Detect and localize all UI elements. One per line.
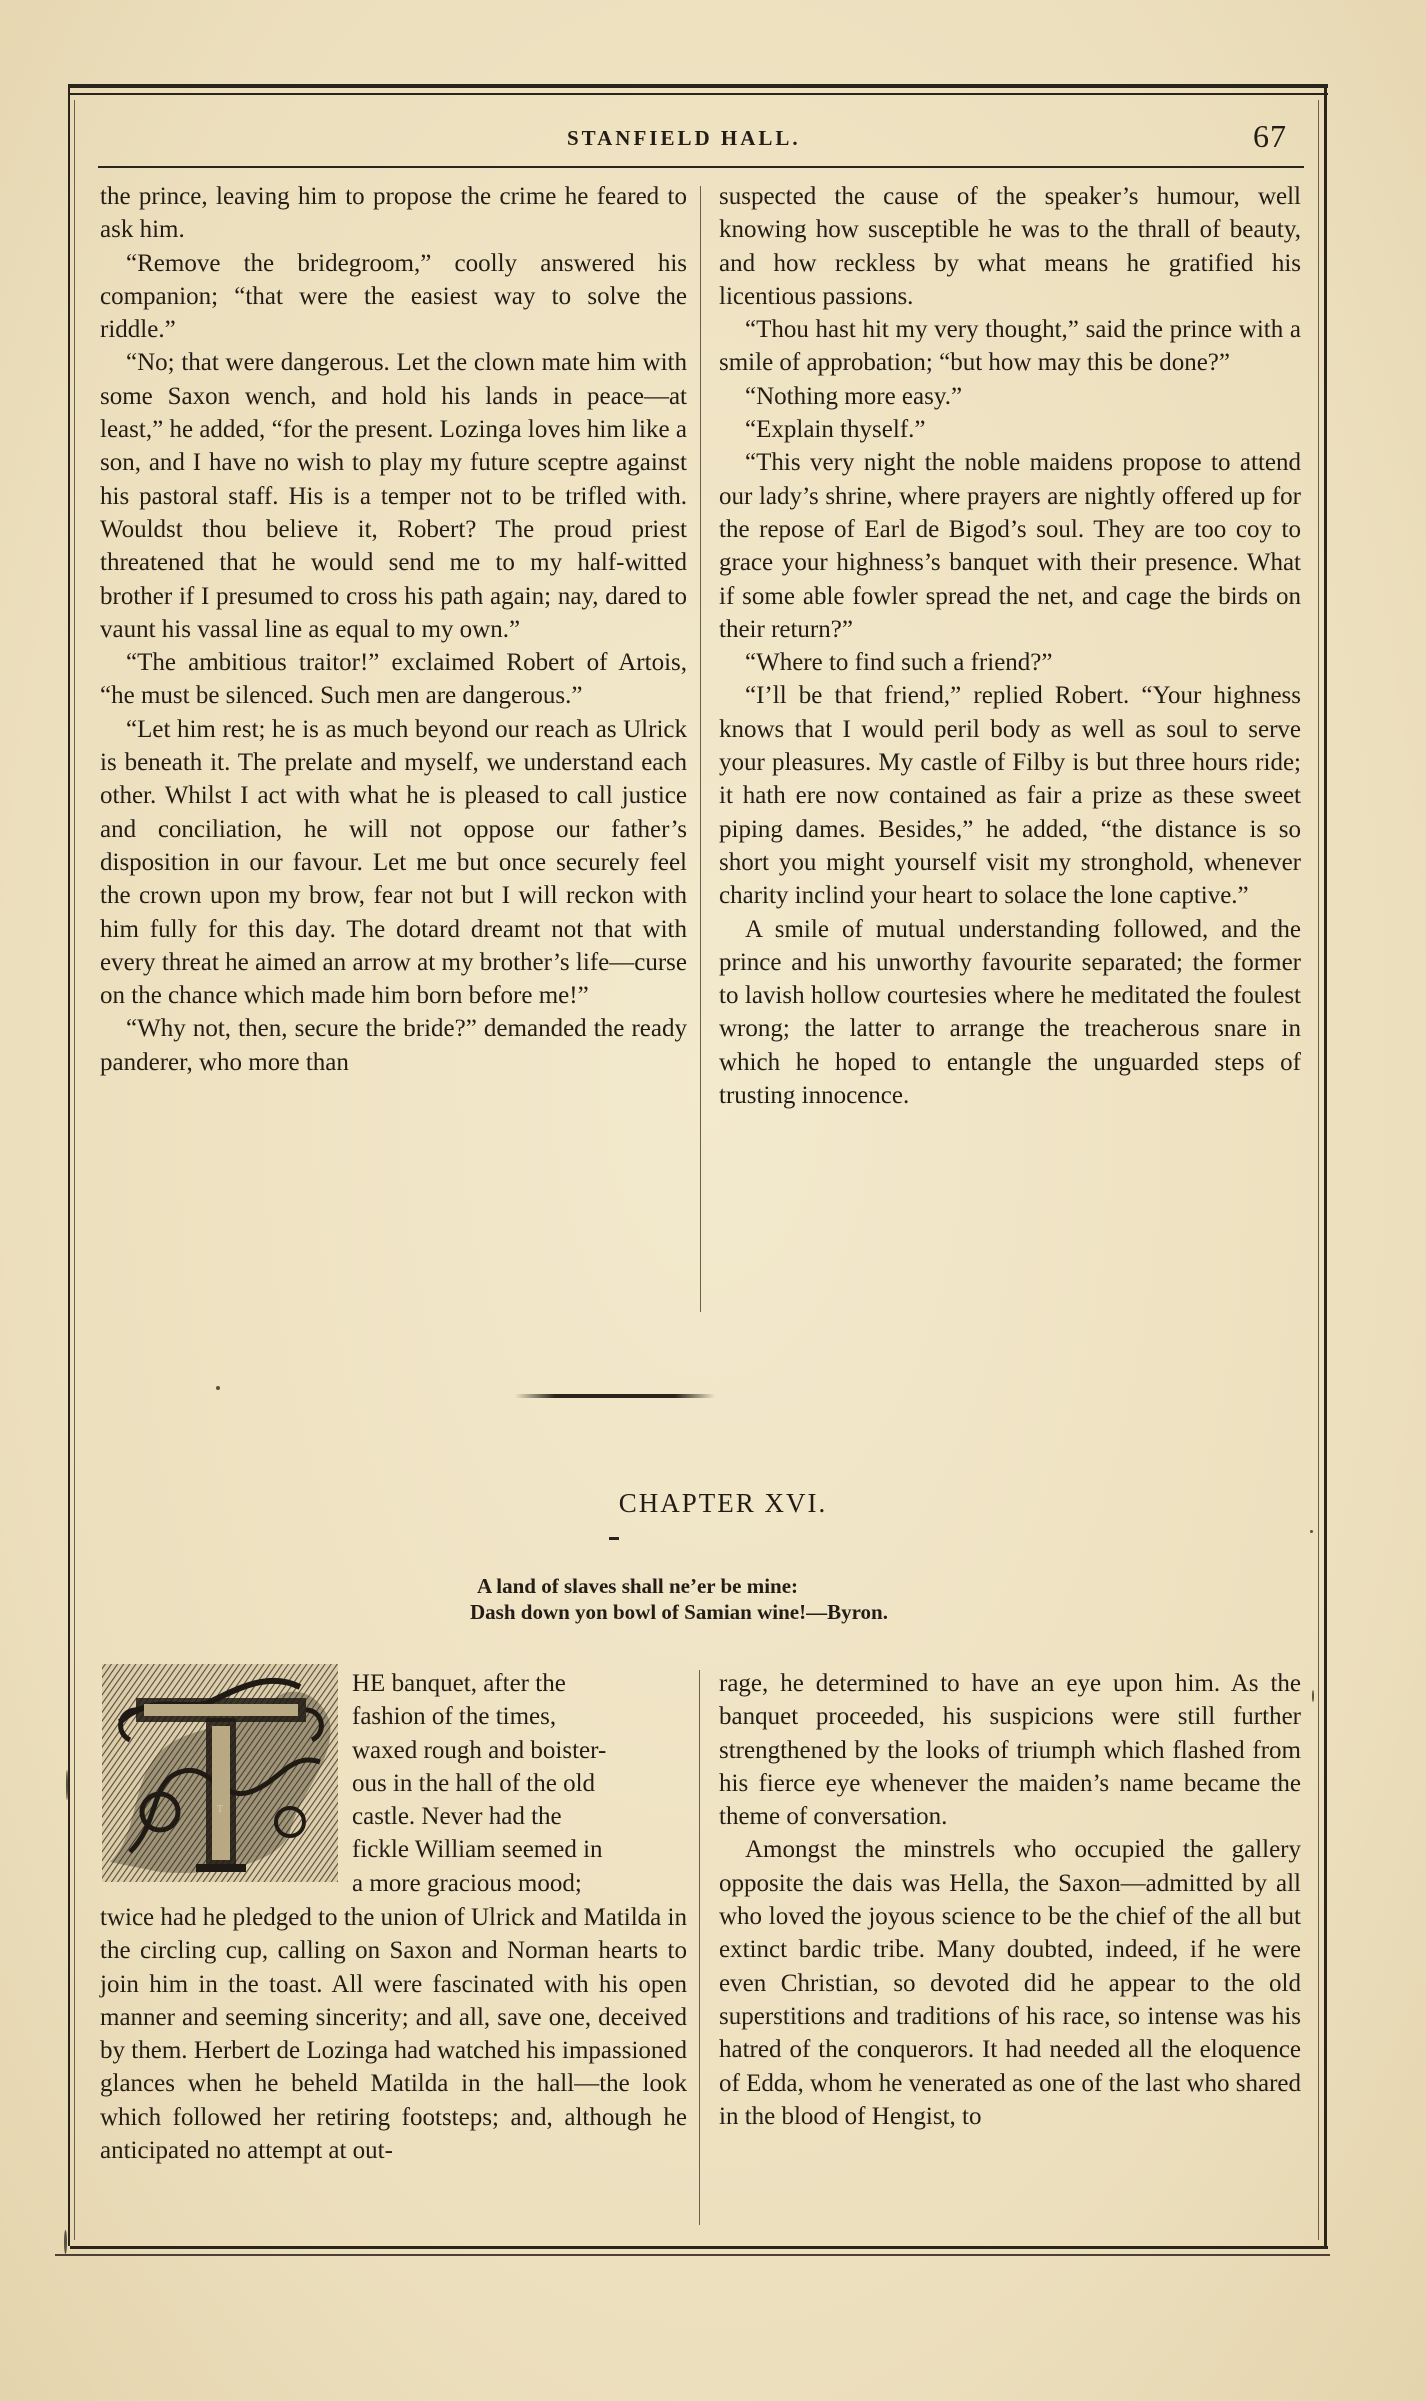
epigraph xyxy=(470,1573,888,1625)
text-line: a more gracious mood; xyxy=(352,1869,582,1897)
paragraph: rage, he determined to have an eye upon him. As the banquet proceeded, his suspicions were still further strengthened by the looks of triumph which flashed from his fierce eye whenever the maiden’s name became the theme of conversation. xyxy=(719,1670,1301,1831)
ornamental-dropcap-icon xyxy=(100,1662,340,1884)
speck xyxy=(1310,1530,1313,1533)
running-title: STANFIELD HALL. xyxy=(567,126,801,150)
text-line: castle. Never had the xyxy=(352,1803,562,1831)
text-line: HE banquet, after the xyxy=(352,1670,566,1697)
text-line: ous in the hall of the old xyxy=(352,1769,596,1797)
page-number: 67 xyxy=(1253,118,1287,154)
paragraph: suspected the cause of the speaker’s humour, well knowing how susceptible he was to the thrall of beauty, and how reckless by what means he gratified his licentious passions. xyxy=(719,183,1301,310)
column-divider-lower xyxy=(699,1670,700,2225)
text-line: fashion of the times, xyxy=(352,1703,557,1731)
speck xyxy=(1312,1690,1314,1702)
frame-right xyxy=(1324,84,1327,2246)
frame-top-thick xyxy=(70,84,1328,88)
chapter-title xyxy=(0,1488,1426,1519)
dropcap-letter: T xyxy=(216,1804,224,1815)
paragraph: Amongst the minstrels who occupied the gallery opposite the dais was Hella, the Saxon—admitted by all who loved the joyous science to be the chief of the all but extinct bardic tribe. Many doubted, indeed, if he were even Christian, so devoted did he appear to the old superstitions and traditions of his race, so intense was his hatred of the conquerors. It had needed all the eloquence of Edda, whom he venerated as one of the last who shared in the blood of Hengist, to xyxy=(719,1836,1301,2130)
text-line: fickle William seemed in xyxy=(352,1836,603,1864)
paragraph: “Why not, then, secure the bride?” demanded the ready panderer, who more than xyxy=(100,1015,687,1076)
upper-left-column xyxy=(100,180,687,1079)
paragraph: “Where to find such a friend?” xyxy=(745,649,1053,677)
frame-right-inner xyxy=(1318,100,1319,2240)
running-header xyxy=(97,118,1297,158)
paragraph: “The ambitious traitor!” exclaimed Robert of Artois, “he must be silenced. Such men are dangerous.” xyxy=(100,649,687,710)
paragraph: “Thou hast hit my very thought,” said the prince with a smile of approbation; “but how may this be done?” xyxy=(719,316,1301,377)
paragraph: twice had he pledged to the union of Ulrick and Matilda in the circling cup, calling on Saxon and Norman hearts to join him in the toast. All were fascinated with his open manner and seeming sincerity; and all, save one, deceived by them. Herbert de Lozinga had watched his impassioned glances when he beheld Matilda in the hall—the look which followed her retiring footsteps; and, although he anticipated no attempt at out- xyxy=(100,1904,687,2165)
paragraph: “This very night the noble maidens propose to attend our lady’s shrine, where prayers are nightly offered up for the repose of Earl de Bigod’s soul. They are too coy to grace your highness’s banquet with their presence. What if some able fowler spread the net, and cage the birds on their return?” xyxy=(719,449,1301,643)
speck xyxy=(64,2230,67,2254)
paragraph: “Let him rest; he is as much beyond our reach as Ulrick is beneath it. The prelate and myself, we understand each other. Whilst I act with what he is pleased to call justice and conciliation, he will not oppose our father’s disposition in our favour. Let me but once securely feel the crown upon my brow, fear not but I will reckon with him fully for this day. The dotard dreamt not that with every threat he aimed an arrow at my brother’s life—curse on the chance which made him born before me!” xyxy=(100,715,687,1010)
chapter-title-text: CHAPTER XVI. xyxy=(618,1488,828,1518)
epigraph-line: Dash down yon bowl of Samian wine!—Byron. xyxy=(470,1600,888,1624)
header-underline xyxy=(98,166,1304,168)
frame-left-inner xyxy=(74,100,75,2240)
chapter-mark xyxy=(609,1537,619,1540)
paragraph: the prince, leaving him to propose the crime he feared to ask him. xyxy=(100,183,687,244)
epigraph-line: A land of slaves shall ne’er be mine: xyxy=(477,1574,799,1598)
paragraph: “No; that were dangerous. Let the clown mate him with some Saxon wench, and hold his lands in peace—at least,” he added, “for the present. Lozinga loves him like a son, and I have no wish to play my future sceptre against his pastoral staff. His is a temper not to be trifled with. Wouldst thou believe it, Robert? The proud priest threatened that he would send me to my half-witted brother if I presumed to cross his path again; nay, dared to vaunt his vassal line as equal to my own.” xyxy=(100,349,687,643)
section-separator xyxy=(515,1394,715,1398)
upper-right-column xyxy=(719,180,1301,1112)
paragraph: “Nothing more easy.” xyxy=(745,382,963,410)
frame-bottom-thick xyxy=(70,2246,1328,2249)
lower-left-column-beside-dropcap xyxy=(352,1667,687,1900)
frame-left xyxy=(68,84,70,2246)
text-line: waxed rough and boister- xyxy=(352,1736,607,1764)
lower-left-column xyxy=(100,1901,687,2167)
lower-right-column xyxy=(719,1667,1301,2133)
column-divider-upper xyxy=(700,186,701,1312)
paragraph: “I’ll be that friend,” replied Robert. “Your highness knows that I would peril body as well as soul to serve your pleasures. My castle of Filby is but three hours ride; it hath ere now contained as fair a prize as these sweet piping dames. Besides,” he added, “the distance is so short you might yourself visit my stronghold, whenever charity inclind your heart to solace the lone captive.” xyxy=(719,682,1301,910)
paragraph: A smile of mutual understanding followed, and the prince and his unworthy favourite separated; the former to lavish hollow courtesies where he meditated the foulest wrong; the latter to arrange the treacherous snare in which he hoped to entangle the unguarded steps of trusting innocence. xyxy=(719,915,1301,1110)
frame-bottom-thin xyxy=(55,2254,1330,2256)
paragraph: “Explain thyself.” xyxy=(745,416,926,444)
speck xyxy=(66,1770,68,1800)
paragraph: “Remove the bridegroom,” coolly answered his companion; “that were the easiest way to solve the riddle.” xyxy=(100,249,687,344)
speck xyxy=(216,1386,220,1390)
frame-top-thin xyxy=(70,93,1328,95)
